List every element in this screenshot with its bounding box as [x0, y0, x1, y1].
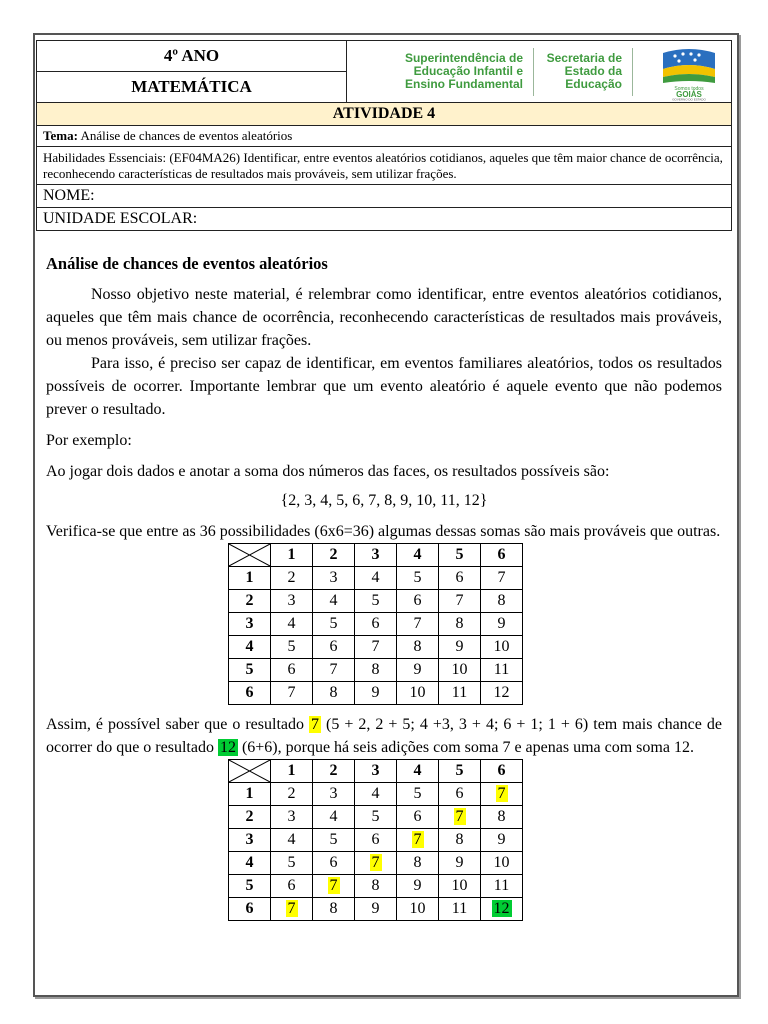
sum-cell — [481, 783, 523, 806]
sum-cell — [439, 567, 481, 590]
grade-label: 4º ANO — [37, 41, 347, 72]
sum-cell — [313, 783, 355, 806]
sum-value: 11 — [493, 661, 510, 678]
sum-cell — [271, 567, 313, 590]
sum-value: 11 — [493, 877, 510, 894]
column-header: 2 — [313, 544, 355, 567]
sum-value: 10 — [409, 900, 426, 917]
sum-value: 8 — [455, 615, 464, 632]
table-row — [229, 613, 523, 636]
sum-value: 6 — [371, 831, 380, 848]
activity-title: ATIVIDADE 4 — [37, 103, 732, 126]
habilidades-text: Habilidades Essenciais: (EF04MA26) Identificar, entre eventos aleatórios cotidianos, aqueles que têm maior chance de ocorrência, reconhecendo características de resultados mais prováveis, sem utilizar frações. — [37, 147, 732, 185]
sum-value: 6 — [371, 615, 380, 632]
tema-value: Análise de chances de eventos aleatórios — [77, 128, 293, 143]
nome-field[interactable]: NOME: — [37, 185, 732, 208]
sum-cell — [439, 806, 481, 829]
sum-value: 10 — [451, 661, 468, 678]
sum-value: 9 — [371, 900, 380, 917]
sum-cell — [271, 898, 313, 921]
sum-cell — [355, 806, 397, 829]
sum-value: 8 — [497, 808, 506, 825]
sum-cell — [271, 613, 313, 636]
sum-value: 7 — [371, 638, 380, 655]
row-header: 3 — [229, 829, 271, 852]
example-label: Por exemplo: — [46, 432, 132, 449]
sum-cell — [481, 829, 523, 852]
column-header: 1 — [271, 544, 313, 567]
sum-cell — [313, 590, 355, 613]
sum-value: 10 — [409, 684, 426, 701]
results-set: {2, 3, 4, 5, 6, 7, 8, 9, 10, 11, 12} — [280, 492, 488, 509]
sum-cell — [271, 636, 313, 659]
sum-value: 3 — [329, 569, 338, 586]
sum-cell — [271, 875, 313, 898]
sum-cell — [439, 682, 481, 705]
svg-text:GOIÁS: GOIÁS — [676, 89, 702, 99]
column-header: 5 — [439, 760, 481, 783]
column-header: 6 — [481, 760, 523, 783]
sum-value: 4 — [287, 831, 296, 848]
sum-value: 8 — [413, 854, 422, 871]
table-row — [229, 567, 523, 590]
sum-value: 7 — [455, 808, 464, 825]
sum-cell — [355, 898, 397, 921]
assim-paragraph: Assim, é possível saber que o resultado 7 (5 + 2, 2 + 5; 4 +3, 3 + 4; 6 + 1; 1 + 6) tem mais chance de ocorrer do que o resultado 12 (6+6), porque há seis adições com soma 7 e apenas uma com soma 12. — [46, 716, 722, 756]
sum-cell — [397, 613, 439, 636]
sum-value: 3 — [287, 592, 296, 609]
sum-value: 4 — [329, 808, 338, 825]
secretaria-logo: Secretaria de Estado da Educação — [546, 51, 622, 91]
sum-cell — [355, 682, 397, 705]
svg-text:GOVERNO DO ESTADO: GOVERNO DO ESTADO — [672, 97, 706, 101]
sum-value: 8 — [371, 877, 380, 894]
sum-value: 10 — [493, 854, 510, 871]
sum-value: 3 — [287, 808, 296, 825]
sum-cell — [355, 829, 397, 852]
sum-value: 9 — [413, 661, 422, 678]
sum-cell — [397, 682, 439, 705]
sum-value: 8 — [497, 592, 506, 609]
sum-value: 4 — [287, 615, 296, 632]
sum-value: 8 — [413, 638, 422, 655]
sum-cell — [439, 875, 481, 898]
sum-cell — [271, 682, 313, 705]
sum-cell — [481, 898, 523, 921]
sum-cell — [439, 636, 481, 659]
sum-value: 5 — [371, 592, 380, 609]
column-header: 4 — [397, 544, 439, 567]
sum-value: 7 — [329, 661, 338, 678]
sum-value: 9 — [371, 684, 380, 701]
sum-value: 9 — [413, 877, 422, 894]
sum-cell — [271, 590, 313, 613]
subject-label: MATEMÁTICA — [37, 72, 347, 103]
sum-value: 5 — [371, 808, 380, 825]
row-header: 6 — [229, 898, 271, 921]
sum-value: 8 — [455, 831, 464, 848]
sum-cell — [397, 636, 439, 659]
sum-cell — [271, 659, 313, 682]
sum-value: 7 — [497, 785, 506, 802]
row-header: 1 — [229, 567, 271, 590]
sum-cell — [439, 590, 481, 613]
sum-cell — [313, 852, 355, 875]
sum-cell — [355, 636, 397, 659]
column-header: 3 — [355, 760, 397, 783]
sum-value: 6 — [455, 785, 464, 802]
sum-value: 9 — [455, 854, 464, 871]
sum-cell — [313, 682, 355, 705]
sum-cell — [397, 659, 439, 682]
sum-cell — [313, 567, 355, 590]
row-header: 6 — [229, 682, 271, 705]
table-row — [229, 875, 523, 898]
table-row — [229, 829, 523, 852]
corner-cell — [229, 544, 271, 567]
sum-cell — [481, 659, 523, 682]
sum-cell — [355, 875, 397, 898]
sum-cell — [481, 682, 523, 705]
table-row — [229, 852, 523, 875]
row-header: 4 — [229, 636, 271, 659]
paragraph-objective: Nosso objetivo neste material, é relembrar como identificar, entre eventos aleatórios cotidianos, aqueles que têm mais chance de ocorrência, reconhecendo características de resultados mais prováveis, ou menos prováveis, sem utilizar frações. — [46, 286, 722, 349]
sum-cell — [481, 567, 523, 590]
sum-value: 11 — [451, 900, 468, 917]
sum-cell — [271, 852, 313, 875]
superintendencia-logo: Superintendência de Educação Infantil e Ensino Fundamental — [404, 51, 523, 91]
column-header: 4 — [397, 760, 439, 783]
header-table — [36, 40, 732, 231]
sum-value: 7 — [455, 592, 464, 609]
sum-cell — [397, 783, 439, 806]
sum-cell — [355, 659, 397, 682]
logos-cell — [347, 41, 732, 103]
sum-value: 11 — [451, 684, 468, 701]
sum-value: 6 — [413, 808, 422, 825]
sum-cell — [313, 806, 355, 829]
sum-value: 7 — [413, 831, 422, 848]
sum-value: 7 — [287, 684, 296, 701]
logo-divider — [533, 48, 534, 96]
sum-value: 9 — [497, 615, 506, 632]
table-row — [229, 898, 523, 921]
sum-cell — [271, 806, 313, 829]
sum-value: 5 — [329, 615, 338, 632]
sum-cell — [355, 613, 397, 636]
sum-cell — [397, 898, 439, 921]
sum-cell — [439, 613, 481, 636]
unidade-escolar-field[interactable]: UNIDADE ESCOLAR: — [37, 208, 732, 231]
column-header: 1 — [271, 760, 313, 783]
sum-value: 6 — [287, 661, 296, 678]
sum-cell — [439, 852, 481, 875]
sum-value: 5 — [413, 569, 422, 586]
sum-cell — [397, 590, 439, 613]
logo-divider — [632, 48, 633, 96]
sum-value: 6 — [413, 592, 422, 609]
sum-value: 4 — [329, 592, 338, 609]
sum-value: 12 — [493, 900, 510, 917]
sum-value: 10 — [493, 638, 510, 655]
sum-cell — [355, 590, 397, 613]
sum-value: 7 — [497, 569, 506, 586]
sum-cell — [481, 875, 523, 898]
sum-cell — [439, 783, 481, 806]
sum-cell — [313, 659, 355, 682]
table-row — [229, 590, 523, 613]
sum-cell — [397, 806, 439, 829]
sum-cell — [313, 898, 355, 921]
sum-cell — [397, 875, 439, 898]
sum-cell — [271, 829, 313, 852]
sum-cell — [481, 852, 523, 875]
sum-value: 6 — [329, 638, 338, 655]
highlight-twelve: 12 — [219, 739, 236, 756]
sum-value: 3 — [329, 785, 338, 802]
sum-value: 8 — [371, 661, 380, 678]
sum-value: 5 — [329, 831, 338, 848]
tema-row — [37, 126, 732, 147]
table-row — [229, 659, 523, 682]
sum-cell — [481, 806, 523, 829]
sum-value: 8 — [329, 684, 338, 701]
sum-cell — [481, 590, 523, 613]
tema-label: Tema: — [43, 128, 78, 143]
row-header: 5 — [229, 659, 271, 682]
sum-cell — [481, 613, 523, 636]
sum-cell — [313, 829, 355, 852]
row-header: 2 — [229, 806, 271, 829]
sum-value: 7 — [371, 854, 380, 871]
sum-value: 8 — [329, 900, 338, 917]
sum-cell — [397, 852, 439, 875]
column-header: 5 — [439, 544, 481, 567]
sum-cell — [313, 613, 355, 636]
sum-cell — [439, 898, 481, 921]
sum-value: 5 — [413, 785, 422, 802]
sum-value: 7 — [329, 877, 338, 894]
corner-cell — [229, 760, 271, 783]
sum-value: 4 — [371, 785, 380, 802]
verifica-paragraph: Verifica-se que entre as 36 possibilidades (6x6=36) algumas dessas somas são mais prováveis que outras. — [46, 523, 721, 540]
table-row — [229, 806, 523, 829]
sum-value: 6 — [455, 569, 464, 586]
sum-value: 7 — [287, 900, 296, 917]
row-header: 1 — [229, 783, 271, 806]
sum-value: 2 — [287, 569, 296, 586]
sum-value: 10 — [451, 877, 468, 894]
row-header: 2 — [229, 590, 271, 613]
paragraph-identify: Para isso, é preciso ser capaz de identificar, em eventos familiares aleatórios, todos os resultados possíveis de ocorrer. Importante lembrar que um evento aleatório é aquele evento que não podemos prever o resultado. — [46, 355, 722, 418]
sum-table-plain — [228, 543, 523, 705]
goias-logo-icon — [659, 43, 719, 101]
svg-text:Somos todos: Somos todos — [674, 85, 704, 92]
sum-cell — [439, 829, 481, 852]
sum-cell — [355, 852, 397, 875]
sum-cell — [397, 829, 439, 852]
dice-intro: Ao jogar dois dados e anotar a soma dos números das faces, os resultados possíveis são: — [46, 463, 610, 480]
sum-value: 4 — [371, 569, 380, 586]
column-header: 3 — [355, 544, 397, 567]
sum-cell — [397, 567, 439, 590]
table-row — [229, 783, 523, 806]
table-row — [229, 682, 523, 705]
sum-cell — [439, 659, 481, 682]
row-header: 5 — [229, 875, 271, 898]
sum-value: 9 — [455, 638, 464, 655]
sum-value: 12 — [493, 684, 510, 701]
row-header: 4 — [229, 852, 271, 875]
main-content — [46, 252, 722, 921]
sum-value: 7 — [413, 615, 422, 632]
table-row — [229, 636, 523, 659]
column-header: 2 — [313, 760, 355, 783]
sum-cell — [313, 636, 355, 659]
sum-cell — [355, 567, 397, 590]
sum-value: 5 — [287, 854, 296, 871]
column-header: 6 — [481, 544, 523, 567]
sum-cell — [481, 636, 523, 659]
sum-value: 6 — [329, 854, 338, 871]
sum-cell — [355, 783, 397, 806]
sum-value: 9 — [497, 831, 506, 848]
sum-value: 5 — [287, 638, 296, 655]
sum-value: 6 — [287, 877, 296, 894]
sum-table-highlighted — [228, 759, 523, 921]
section-heading: Análise de chances de eventos aleatórios — [46, 254, 328, 273]
sum-value: 2 — [287, 785, 296, 802]
sum-cell — [313, 875, 355, 898]
highlight-seven: 7 — [311, 716, 319, 733]
row-header: 3 — [229, 613, 271, 636]
sum-cell — [271, 783, 313, 806]
